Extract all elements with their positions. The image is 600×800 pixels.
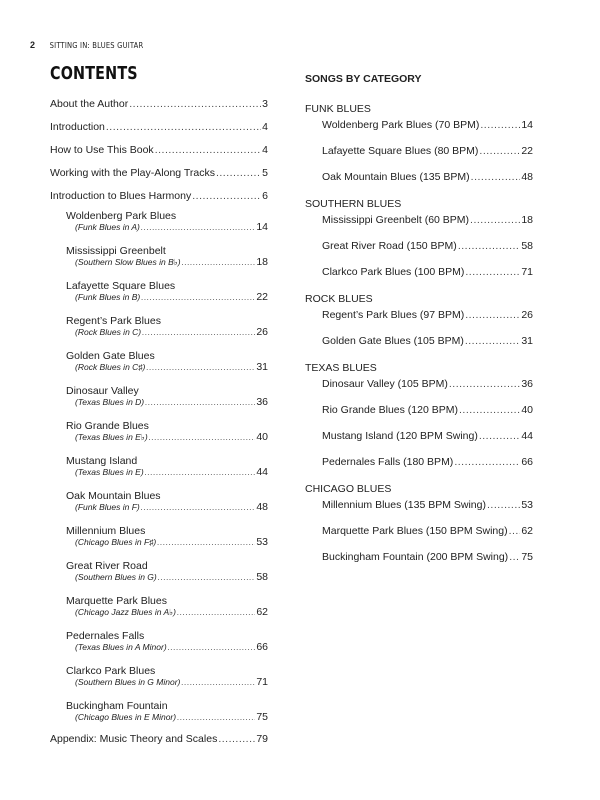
song-title: Great River Road	[66, 560, 148, 572]
song-page: 66	[256, 641, 268, 653]
category-song-entry[interactable]	[322, 335, 533, 361]
category-song-page: 22	[521, 145, 533, 157]
category-song-page: 75	[521, 551, 533, 563]
song-title: Mississippi Greenbelt	[66, 245, 166, 257]
song-title: Lafayette Square Blues	[66, 280, 176, 292]
category-song-entry[interactable]	[322, 145, 533, 171]
song-title: Pedernales Falls	[66, 630, 145, 642]
category-song-entry[interactable]	[322, 119, 533, 145]
toc-entry-page: 5	[262, 167, 268, 179]
song-page: 14	[256, 221, 268, 233]
toc-entry-title: Introduction	[50, 121, 105, 133]
song-detail-row	[75, 572, 268, 582]
song-entry[interactable]	[66, 665, 268, 687]
song-entry[interactable]	[66, 525, 268, 547]
category-section	[305, 483, 533, 577]
category-song-entry[interactable]	[322, 525, 533, 551]
song-title: Rio Grande Blues	[66, 420, 149, 432]
category-song-page: 48	[521, 171, 533, 183]
song-detail-row	[75, 292, 268, 302]
category-list	[305, 103, 533, 577]
song-entry[interactable]	[66, 385, 268, 407]
song-subtitle: (Rock Blues in C)	[75, 327, 142, 337]
toc-entry[interactable]	[50, 144, 268, 167]
toc-entry[interactable]	[50, 190, 268, 208]
category-song-page: 14	[521, 119, 533, 131]
song-page: 71	[256, 676, 268, 688]
category-song-entry[interactable]	[322, 214, 533, 240]
category-song-title: Regent’s Park Blues (97 BPM)	[322, 309, 465, 321]
contents-title: CONTENTS	[50, 64, 138, 84]
song-detail-row	[75, 607, 268, 617]
song-subtitle: (Funk Blues in B)	[75, 292, 141, 302]
songs-by-category	[305, 73, 533, 577]
song-entry[interactable]	[66, 315, 268, 337]
song-title: Woldenberg Park Blues	[66, 210, 177, 222]
song-detail-row	[75, 502, 268, 512]
song-subtitle: (Rock Blues in C♯)	[75, 362, 146, 372]
song-subtitle: (Texas Blues in D)	[75, 397, 145, 407]
song-subtitle: (Texas Blues in E)	[75, 467, 144, 477]
song-subtitle: (Chicago Blues in F♯)	[75, 537, 157, 547]
category-section	[305, 103, 533, 197]
song-page: 22	[256, 291, 268, 303]
category-song-entry[interactable]	[322, 266, 533, 292]
category-song-entry[interactable]	[322, 551, 533, 577]
song-detail-row	[75, 677, 268, 687]
song-title: Marquette Park Blues	[66, 595, 167, 607]
song-page: 53	[256, 536, 268, 548]
contents-list	[50, 98, 268, 745]
category-song-page: 31	[521, 335, 533, 347]
toc-entry-title: Working with the Play-Along Tracks	[50, 167, 215, 179]
song-title: Golden Gate Blues	[66, 350, 155, 362]
category-song-page: 36	[521, 378, 533, 390]
toc-entry-title: About the Author	[50, 98, 129, 110]
song-entry[interactable]	[66, 350, 268, 372]
song-page: 75	[256, 711, 268, 723]
song-detail-row	[75, 397, 268, 407]
song-detail-row	[75, 642, 268, 652]
song-entry[interactable]	[66, 490, 268, 512]
category-song-entry[interactable]	[322, 171, 533, 197]
song-detail-row	[75, 432, 268, 442]
song-entry[interactable]	[66, 210, 268, 232]
song-entry[interactable]	[66, 595, 268, 617]
song-title: Buckingham Fountain	[66, 700, 168, 712]
song-entry[interactable]	[66, 560, 268, 582]
category-song-page: 58	[521, 240, 533, 252]
category-song-title: Oak Mountain Blues (135 BPM)	[322, 171, 470, 183]
category-song-title: Clarkco Park Blues (100 BPM)	[322, 266, 465, 278]
category-song-title: Millennium Blues (135 BPM Swing)	[322, 499, 486, 511]
category-name: FUNK BLUES	[305, 103, 371, 115]
song-list	[50, 210, 268, 722]
song-title: Clarkco Park Blues	[66, 665, 156, 677]
toc-entry-title: How to Use This Book	[50, 144, 154, 156]
song-subtitle: (Chicago Jazz Blues in A♭)	[75, 607, 177, 617]
category-song-title: Rio Grande Blues (120 BPM)	[322, 404, 458, 416]
song-entry[interactable]	[66, 280, 268, 302]
category-section	[305, 198, 533, 292]
category-name: SOUTHERN BLUES	[305, 198, 402, 210]
song-entry[interactable]	[66, 245, 268, 267]
book-title: SITTING IN: BLUES GUITAR	[49, 41, 144, 50]
category-song-entry[interactable]	[322, 378, 533, 404]
category-song-page: 18	[521, 214, 533, 226]
toc-entry-title: Appendix: Music Theory and Scales	[50, 733, 218, 745]
song-subtitle: (Chicago Blues in E Minor)	[75, 712, 177, 722]
category-song-title: Dinosaur Valley (105 BPM)	[322, 378, 448, 390]
category-song-entry[interactable]	[322, 430, 533, 456]
toc-entry-appendix[interactable]	[50, 733, 268, 745]
song-detail-row	[75, 222, 268, 232]
category-song-entry[interactable]	[322, 309, 533, 335]
toc-entry[interactable]	[50, 98, 268, 121]
toc-entry-page: 3	[262, 98, 268, 110]
song-subtitle: (Funk Blues in F)	[75, 502, 140, 512]
song-page: 58	[256, 571, 268, 583]
song-entry[interactable]	[66, 455, 268, 477]
song-subtitle: (Texas Blues in A Minor)	[75, 642, 167, 652]
song-detail-row	[75, 712, 268, 722]
category-name: TEXAS BLUES	[305, 362, 377, 374]
song-page: 18	[256, 256, 268, 268]
category-song-page: 66	[521, 456, 533, 468]
page-number: 2	[30, 40, 36, 50]
category-song-title: Great River Road (150 BPM)	[322, 240, 457, 252]
song-subtitle: (Southern Blues in G)	[75, 572, 157, 582]
category-song-page: 26	[521, 309, 533, 321]
song-title: Regent’s Park Blues	[66, 315, 161, 327]
category-song-title: Woldenberg Park Blues (70 BPM)	[322, 119, 480, 131]
category-section-heading: SONGS BY CATEGORY	[305, 73, 422, 85]
category-song-title: Marquette Park Blues (150 BPM Swing)	[322, 525, 508, 537]
song-entry[interactable]	[66, 700, 268, 722]
running-header	[30, 40, 143, 50]
category-song-title: Golden Gate Blues (105 BPM)	[322, 335, 464, 347]
song-subtitle: (Southern Slow Blues in B♭)	[75, 257, 181, 267]
category-song-page: 53	[521, 499, 533, 511]
category-song-entry[interactable]	[322, 456, 533, 482]
category-song-page: 62	[521, 525, 533, 537]
category-name: ROCK BLUES	[305, 293, 373, 305]
song-subtitle: (Funk Blues in A)	[75, 222, 140, 232]
category-song-title: Mustang Island (120 BPM Swing)	[322, 430, 478, 442]
category-song-title: Lafayette Square Blues (80 BPM)	[322, 145, 479, 157]
category-section	[305, 362, 533, 482]
toc-entry-title: Introduction to Blues Harmony	[50, 190, 192, 202]
song-title: Oak Mountain Blues	[66, 490, 161, 502]
category-song-title: Buckingham Fountain (200 BPM Swing)	[322, 551, 509, 563]
song-page: 48	[256, 501, 268, 513]
category-song-title: Pedernales Falls (180 BPM)	[322, 456, 454, 468]
song-page: 31	[256, 361, 268, 373]
song-page: 62	[256, 606, 268, 618]
song-entry[interactable]	[66, 420, 268, 442]
song-page: 26	[256, 326, 268, 338]
song-detail-row	[75, 257, 268, 267]
song-title: Dinosaur Valley	[66, 385, 139, 397]
song-subtitle: (Southern Blues in G Minor)	[75, 677, 181, 687]
category-song-entry[interactable]	[322, 240, 533, 266]
song-page: 40	[256, 431, 268, 443]
toc-entry-page: 79	[256, 733, 268, 745]
toc-entry-page: 4	[262, 144, 268, 156]
song-title: Millennium Blues	[66, 525, 146, 537]
category-song-entry[interactable]	[322, 499, 533, 525]
category-song-title: Mississippi Greenbelt (60 BPM)	[322, 214, 470, 226]
toc-entry-page: 4	[262, 121, 268, 133]
category-name: CHICAGO BLUES	[305, 483, 392, 495]
category-song-entry[interactable]	[322, 404, 533, 430]
toc-entry-page: 6	[262, 190, 268, 202]
song-subtitle: (Texas Blues in E♭)	[75, 432, 148, 442]
song-detail-row	[75, 327, 268, 337]
song-title: Mustang Island	[66, 455, 138, 467]
toc-entry[interactable]	[50, 167, 268, 190]
song-page: 44	[256, 466, 268, 478]
song-detail-row	[75, 537, 268, 547]
category-song-page: 44	[521, 430, 533, 442]
category-section	[305, 293, 533, 361]
category-song-page: 71	[521, 266, 533, 278]
song-detail-row	[75, 362, 268, 372]
song-detail-row	[75, 467, 268, 477]
song-page: 36	[256, 396, 268, 408]
toc-entry[interactable]	[50, 121, 268, 144]
category-song-page: 40	[521, 404, 533, 416]
song-entry[interactable]	[66, 630, 268, 652]
